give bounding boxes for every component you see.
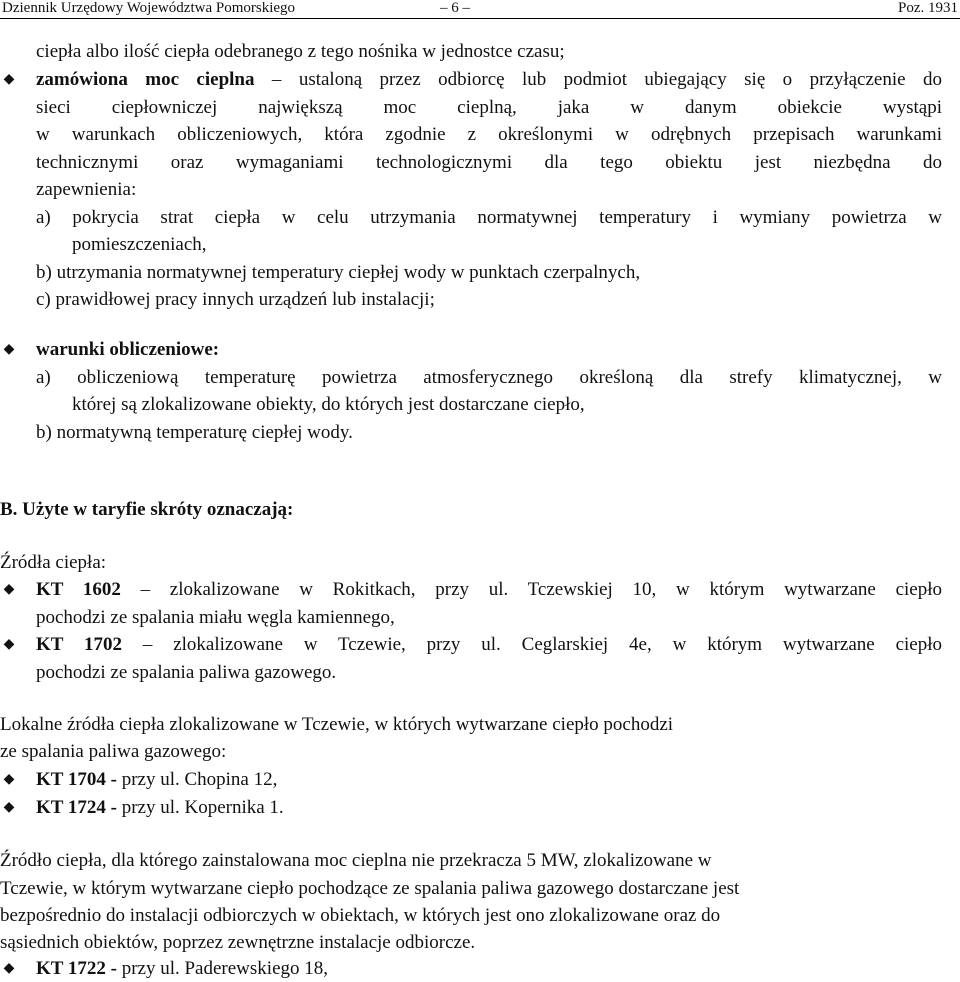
source-item	[36, 957, 942, 981]
bullet-icon: ◆	[3, 342, 15, 357]
text-line: technicznymi oraz wymaganiami technologicznymi dla tego obiektu jest niezbędna do	[36, 152, 942, 173]
bullet-icon: ◆	[3, 800, 15, 815]
text-line: sieci ciepłowniczej największą moc cieplną, jaka w danym obiekcie wystąpi	[36, 97, 942, 118]
journal-title: Dziennik Urzędowy Województwa Pomorskiego	[2, 0, 296, 16]
section-title: B. Użyte w taryfie skróty oznaczają:	[0, 499, 294, 520]
list-item: b) utrzymania normatywnej temperatury ciepłej wody w punktach czerpalnych,	[36, 262, 641, 283]
section-heading: warunki obliczeniowe:	[36, 339, 220, 360]
source-item	[36, 578, 942, 602]
source-code: KT 1704 -	[36, 769, 117, 790]
definition-line	[36, 68, 942, 92]
text-line: ze spalania paliwa gazowego:	[0, 741, 227, 762]
page-header	[0, 0, 960, 19]
list-item-continuation: pomieszczeniach,	[72, 234, 207, 255]
list-item: a) pokrycia strat ciepła w celu utrzymania normatywnej temperatury i wymiany powietrza w	[36, 207, 942, 228]
subheading: Źródła ciepła:	[0, 552, 107, 573]
source-item	[36, 768, 942, 792]
source-code: KT 1602	[36, 579, 121, 600]
source-description: przy ul. Kopernika 1.	[116, 797, 284, 818]
source-description: przy ul. Paderewskiego 18,	[116, 958, 328, 979]
text-line: bezpośrednio do instalacji odbiorczych w obiektach, w których jest ono zlokalizowane oraz do	[0, 905, 721, 926]
bullet-icon: ◆	[3, 582, 15, 597]
page-number: – 6 –	[440, 0, 470, 16]
bullet-icon: ◆	[3, 72, 15, 87]
source-description: – zlokalizowane w Rokitkach, przy ul. Tczewskiej 10, w którym wytwarzane ciepło	[120, 579, 943, 600]
definition-text: – ustaloną przez odbiorcę lub podmiot ubiegający się o przyłączenie do	[254, 69, 942, 90]
source-description: – zlokalizowane w Tczewie, przy ul. Ceglarskiej 4e, w którym wytwarzane ciepło	[121, 634, 943, 655]
text-line: w warunkach obliczeniowych, która zgodnie z określonymi w odrębnych przepisach warunkami	[36, 124, 942, 145]
position-number: Poz. 1931	[898, 0, 958, 16]
source-code: KT 1722 -	[36, 958, 117, 979]
text-line: zapewnienia:	[36, 179, 137, 200]
source-item	[36, 796, 942, 820]
list-item: b) normatywną temperaturę ciepłej wody.	[36, 422, 353, 443]
text-line: sąsiednich obiektów, poprzez zewnętrzne instalacje odbiorcze.	[0, 932, 476, 953]
source-item	[36, 633, 942, 657]
text-line: Źródło ciepła, dla którego zainstalowana moc cieplna nie przekracza 5 MW, zlokalizowane w	[0, 850, 712, 871]
text-line: pochodzi ze spalania paliwa gazowego.	[36, 662, 337, 683]
text-line: ciepła albo ilość ciepła odebranego z tego nośnika w jednostce czasu;	[36, 41, 565, 62]
list-item-continuation: której są zlokalizowane obiekty, do których jest dostarczane ciepło,	[72, 394, 585, 415]
bullet-icon: ◆	[3, 637, 15, 652]
source-description: przy ul. Chopina 12,	[116, 769, 278, 790]
text-line: Lokalne źródła ciepła zlokalizowane w Tczewie, w których wytwarzane ciepło pochodzi	[0, 714, 674, 735]
term-bold: zamówiona moc cieplna	[36, 69, 255, 90]
bullet-icon: ◆	[3, 961, 15, 976]
source-code: KT 1724 -	[36, 797, 117, 818]
list-item: a) obliczeniową temperaturę powietrza atmosferycznego określoną dla strefy klimatycznej, w	[36, 367, 942, 388]
bullet-icon: ◆	[3, 772, 15, 787]
text-line: Tczewie, w którym wytwarzane ciepło pochodzące ze spalania paliwa gazowego dostarczane jest	[0, 878, 740, 899]
text-line: pochodzi ze spalania miału węgla kamiennego,	[36, 607, 395, 628]
list-item: c) prawidłowej pracy innych urządzeń lub instalacji;	[36, 289, 435, 310]
source-code: KT 1702	[36, 634, 122, 655]
